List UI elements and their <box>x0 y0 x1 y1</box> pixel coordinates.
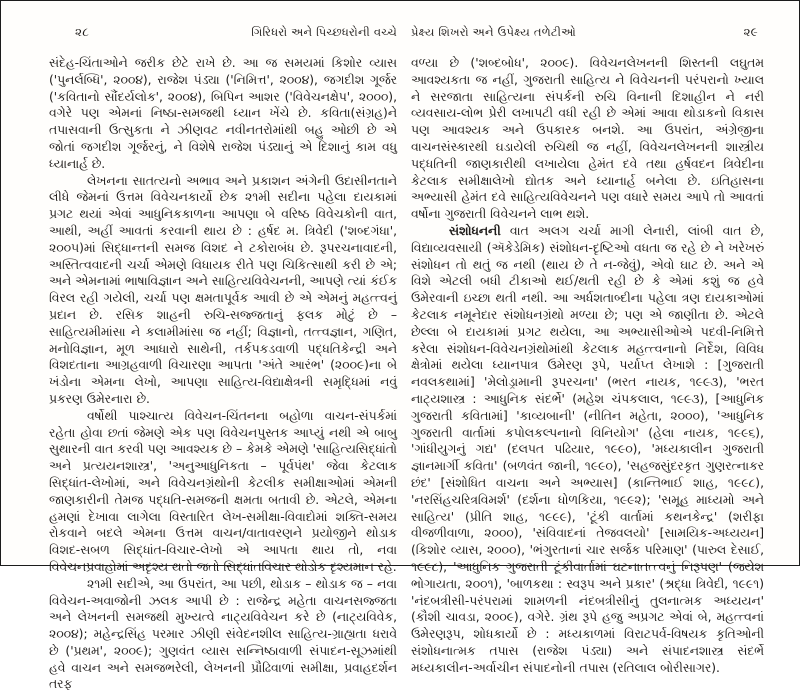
page-body-right <box>411 55 764 676</box>
paragraph: ૨૧મી સદીએ, આ ઉપરાંત, આ પછી, થોડાક – થોડાક જ – નવા વિવેચન-અવાજોની ઝલક આપી છે : રાજેન્દ્ર મહેતા વાચનસજ્જતા અને લેખનની સમજથી મુખ્યત્વે નાટ્યવિવેચન કરે છે (નાટ્યવિવેક, ૨૦૦૪); મહેન્દ્રસિંહ પરમાર ઝીણી સંવેદનશીલ સાહિત્ય-ગ્રાહ્યતા ધરાવે છે ('પ્રથમ', ૨૦૦૯); ગુણવંત વ્યાસ સન્નિષ્ઠાવાળી સંપાદન-સૂઝમાંથી હવે વાચન અને સમજભરેલી, લેખનની પ્રૌઢિવાળાં સમીક્ષા, પ્રવાહદર્શન તરફ <box>49 576 397 692</box>
page-number-right: ૨૯ <box>743 25 758 39</box>
running-title-right: પ્રેક્ષ્ય શિખરો અને ઉપેક્ષ્ય તળેટીઓ <box>411 25 576 39</box>
page-right <box>401 1 799 675</box>
paragraph: સંદેહ-ચિંતાઓને જરીક છેટે રાખે છે. આ જ સમયમાં કિશોર વ્યાસ ('પુનર્લબ્ધિ', ૨૦૦૪), રાજેશ પંડ્યા ('નિમિત્ત', ૨૦૦૪), જગદીશ ગૂર્જર ('કવિતાનો સૌંદર્યલોક', ૨૦૦૪), બિપિન આશર ('વિવેચનક્ષેપ', ૨૦૦૦), વગેરે પણ એમનાં નિષ્ઠા-સમજથી ધ્યાન ખેંચે છે. કવિતા(સંગ્રહ)ને તપાસવાની ઉત્સુકતા ને ઝીણવટ નવીનતરોમાંથી બહુ ઓછી છે એ જોતાં જગદીશ ગૂર્જરનું, ને વિશેષે રાજેશ પંડ્યાનું એ દિશાનું કામ વધુ ધ્યાનાર્હ છે. <box>49 56 397 171</box>
paragraph: વળ્યા છે ('શબ્દબોધ', ૨૦૦૯). વિવેચનલેખનની શિસ્તની લઘુતમ આવશ્યકતા જ નહીં, ગુજરાતી સાહિત્ય ને વિવેચનની પરંપરાનો ખ્યાલ ને સરજાતા સાહિત્યના સંપર્કની રુચિ વિનાની દિશાહીન ને નરી વ્યવસાય-લોભ પ્રેરી લખાપટી વધી રહી છે એમાં આવા થોડાકનો વિકાસ પણ આવશ્યક અને ઉપકારક બનશે. આ ઉપરાંત, અંગ્રેજીના વાચનસંસ્કારથી ઘડાયેલી રુચિથી જ નહીં, વિવેચનલેખનની શાસ્ત્રીય પદ્ધતિની જાણકારીથી લખાયેલા હેમંત દવે તથા હર્ષવદન ત્રિવેદીના કેટલાક સમીક્ષાલેખો દ્યોતક અને ધ્યાનાર્હ બનેલા છે. ઇતિહાસના અભ્યાસી હેમંત દવે સાહિત્યવિવેચનને પણ વધારે સમય આપે તો આવતાં વર્ષોના ગુજરાતી વિવેચનને લાભ થશે. <box>411 56 764 222</box>
paragraph: સંશોધનની વાત અલગ ચર્ચા માગી લેનારી, લાંબી વાત છે, વિદ્યાવ્યવસાયી (ઍકેડેમિક) સંશોધન-દૃષ્ટિઓ વધતા જ રહે છે ને ખરેખરું સંશોધન તો થતું જ નથી (થાય છે તે ન-જેવું), એવો ઘાટ છે. અને એ વિશે એટલી બધી ટીકાઓ થઈ/થતી રહી છે કે એમાં કશું જ હવે ઉમેરવાની ઇચ્છા થતી નથી. આ અર્ધશતાબ્દીના પહેલા ત્રણ દાયકાઓમાં કેટલાક નમૂનેદાર સંશોધનગ્રંથો મળ્યા છે; પણ એ જાણીતા છે. એટલે છેલ્લા બે દાયકામાં પ્રગટ થયેલા, આ અભ્યાસીઓએ પદવી-નિમિત્તે કરેલા સંશોધન-વિવેચનગ્રંથોમાંથી કેટલાક મહત્ત્વનાનો નિર્દેશ, વિવિધ ક્ષેત્રોમાં થયેલા ધ્યાનપાત્ર ઉમેરણ રૂપે, પર્યાપ્ત લેખાશે : [ગુજરાતી નવલકથામાં] 'મેલોડ્રામાની રૂપરચના' (ભરત નાયક, ૧૯૯૩), 'ભરત નાટ્યશાસ્ત્ર : આધુનિક સંદર્ભે' (મહેશ ચંપકલાલ, ૧૯૯૩), [આધુનિક ગુજરાતી કવિતામાં] 'કાવ્યબાની' (નીતિન મહેતા, ૨૦૦૦), 'આધુનિક ગુજરાતી વાર્તામાં કપોલકલ્પનાનો વિનિયોગ' (હેલા નાયક, ૧૯૯૬), 'ગાંધીયુગનું ગદ્ય' (દલપત પઢિયાર, ૧૯૯૦), 'મધ્યકાલીન ગુજરાતી જ્ઞાનમાર્ગી કવિતા' (બળવંત જાની, ૧૯૯૦), 'સહજસુંદરકૃત ગુણરત્નાકર છંદ' [સંશોધિત વાચના અને અભ્યાસ] (કાન્તિભાઈ શાહ, ૧૯૯૮), 'નરસિંહચરિત્રવિમર્શ' (દર્શના ધોળકિયા, ૧૯૯૨); 'સમૂહ માધ્યમો અને સાહિત્ય' (પ્રીતિ શાહ, ૧૯૯૯), 'ટૂંકી વાર્તામાં કથનકેન્દ્ર' (શરીફા વીજળીવાળા, ૨૦૦૦), 'સંવિવાદનાં તેજવલયો' [સામયિક-અધ્યયન] (કિશોર વ્યાસ, ૨૦૦૦), 'ભંગુરતાનાં ચાર સર્જક પરિમાણ' (પારુલ દેસાઈ, ૧૯૯૮), 'આધુનિક ગુજરાતી ટૂંકીવાર્તામાં ઘટનાતત્ત્વનું નિરૂપણ' (જયેશ ભોગાયતા, ૨૦૦૧), 'બાળકથા : સ્વરૂપ અને પ્રકાર' (શ્રદ્ધા ત્રિવેદી, ૧૯૯૧) 'નંદબત્રીસી-પરંપરામાં શામળની નંદબત્રીસીનું તુલનાત્મક અધ્યયન' (કૌશી ચાવડા, ૨૦૦૯), વગેરે. ગ્રંથ રૂપે હજુ અપ્રગટ એવાં બે, મહત્ત્વનાં ઉમેરણરૂપ, શોધકાર્યો છે : મધ્યકાળમાં વિરાટપર્વ-વિષયક કૃતિઓની સંશોધનાત્મક તપાસ (રાજેશ પંડ્યા) અને સંપાદનશાસ્ત્ર સંદર્ભે મધ્યકાલીન-અર્વાચીન સંપાદનોની તપાસ (રતિલાલ બોરીસાગર). <box>411 223 764 675</box>
page-spread <box>1 1 799 692</box>
page-header-left <box>49 25 397 39</box>
running-title-left: ગિરિધરો અને પિચ્છધરોની વચ્ચે <box>251 25 397 39</box>
page-number-left: ૨૮ <box>75 25 90 39</box>
page-body-left <box>49 55 397 693</box>
paragraph-bold-lead: સંશોધનની <box>449 223 501 238</box>
paragraph: વર્ષોથી પાશ્ચાત્ય વિવેચન-ચિંતનના બહોળા વાચન-સંપર્કમાં રહેતા હોવા છતાં જેમણે એક પણ વિવેચનપુસ્તક આપ્યું નથી એ બાબુ સુથારની વાત કરવી પણ આવશ્યક છે – કેમકે એમણે 'સાહિત્યસિદ્ધાંતો અને પ્રત્યયનશાસ્ત્ર', 'અનુઆધુનિકતા – પૂર્વપંથ' જેવા કેટલાક સિદ્ધાંત-લેખોમાં, અને વિવેચનગ્રંથોની કેટલીક સમીક્ષાઓમાં એમની જાણકારીની તેમજ પદ્ધતિ-સમજની ક્ષમતા બતાવી છે. એટલે, એમના હમણાં દેખાવા લાગેલા વિસ્તારિત લેખ-સમીક્ષા-વિવાદોમાં શક્તિ-સમય રોકવાને બદલે એમના ઉત્તમ વાચન/વાતાવરણને પ્રયોજીને થોડાક વિશદ-સબળ સિદ્ધાંત-વિચાર-લેખો એ આપતા થાય તો, નવા વિવેચનપ્રવાહોમાં અદૃશ્ય થતો જતો સિદ્ધાંતવિચાર થોડોક દૃશ્યમાન રહે. <box>49 408 397 574</box>
paragraph: લેખનના સાતત્યનો અભાવ અને પ્રકાશન અંગેની ઉદાસીનતાને લીધે જેમનાં ઉત્તમ વિવેચનકાર્યો છેક ૨૧મી સદીના પહેલા દાયકામાં પ્રગટ થયાં એવાં આધુનિકકાળના આપણા બે વરિષ્ઠ વિવેચકોની વાત, આથી, અહીં આવતાં કરવાની થાય છે : હર્ષદ મ. ત્રિવેદી ('શબ્દગંધા', ૨૦૦૫)માં સિદ્ધાન્તની સમજ વિશદ ને ટકોરાબંધ છે. રૂપરચનાવાદની, અસ્તિત્વવાદની ચર્ચા એમણે વિધાયક રીતે પણ ચિકિત્સાથી કરી છે એ; અને એમનામાં ભાષાવિજ્ઞાન અને સાહિત્યવિવેચનની, આપણે ત્યાં કંઈક વિરલ રહી ગયેલી, ચર્ચા પણ ક્ષમતાપૂર્વક આવી છે એ એમનું મહત્ત્વનું પ્રદાન છે. રસિક શાહની રુચિ-સજ્જતાનું ફલક મોટું છે – સાહિત્યમીમાંસા ને કલામીમાંસા જ નહીં; વિજ્ઞાનો, તત્ત્વજ્ઞાન, ગણિત, મનોવિજ્ઞાન, મૂળ આધારો સાથેની, તર્કપકડવાળી પદ્ધતિકેન્દ્રી અને વિશદતાના આગ્રહવાળી વિચારણા આપતા 'અંતે આરંભ' (૨૦૦૯)ના બે ખંડોના એમના લેખો, આપણા સાહિત્ય-વિદ્યાક્ષેત્રની સમૃદ્ધિમાં નવું પ્રકરણ ઉમેરનારા છે. <box>49 173 397 406</box>
page-header-right <box>411 25 764 39</box>
page-left <box>1 1 401 692</box>
